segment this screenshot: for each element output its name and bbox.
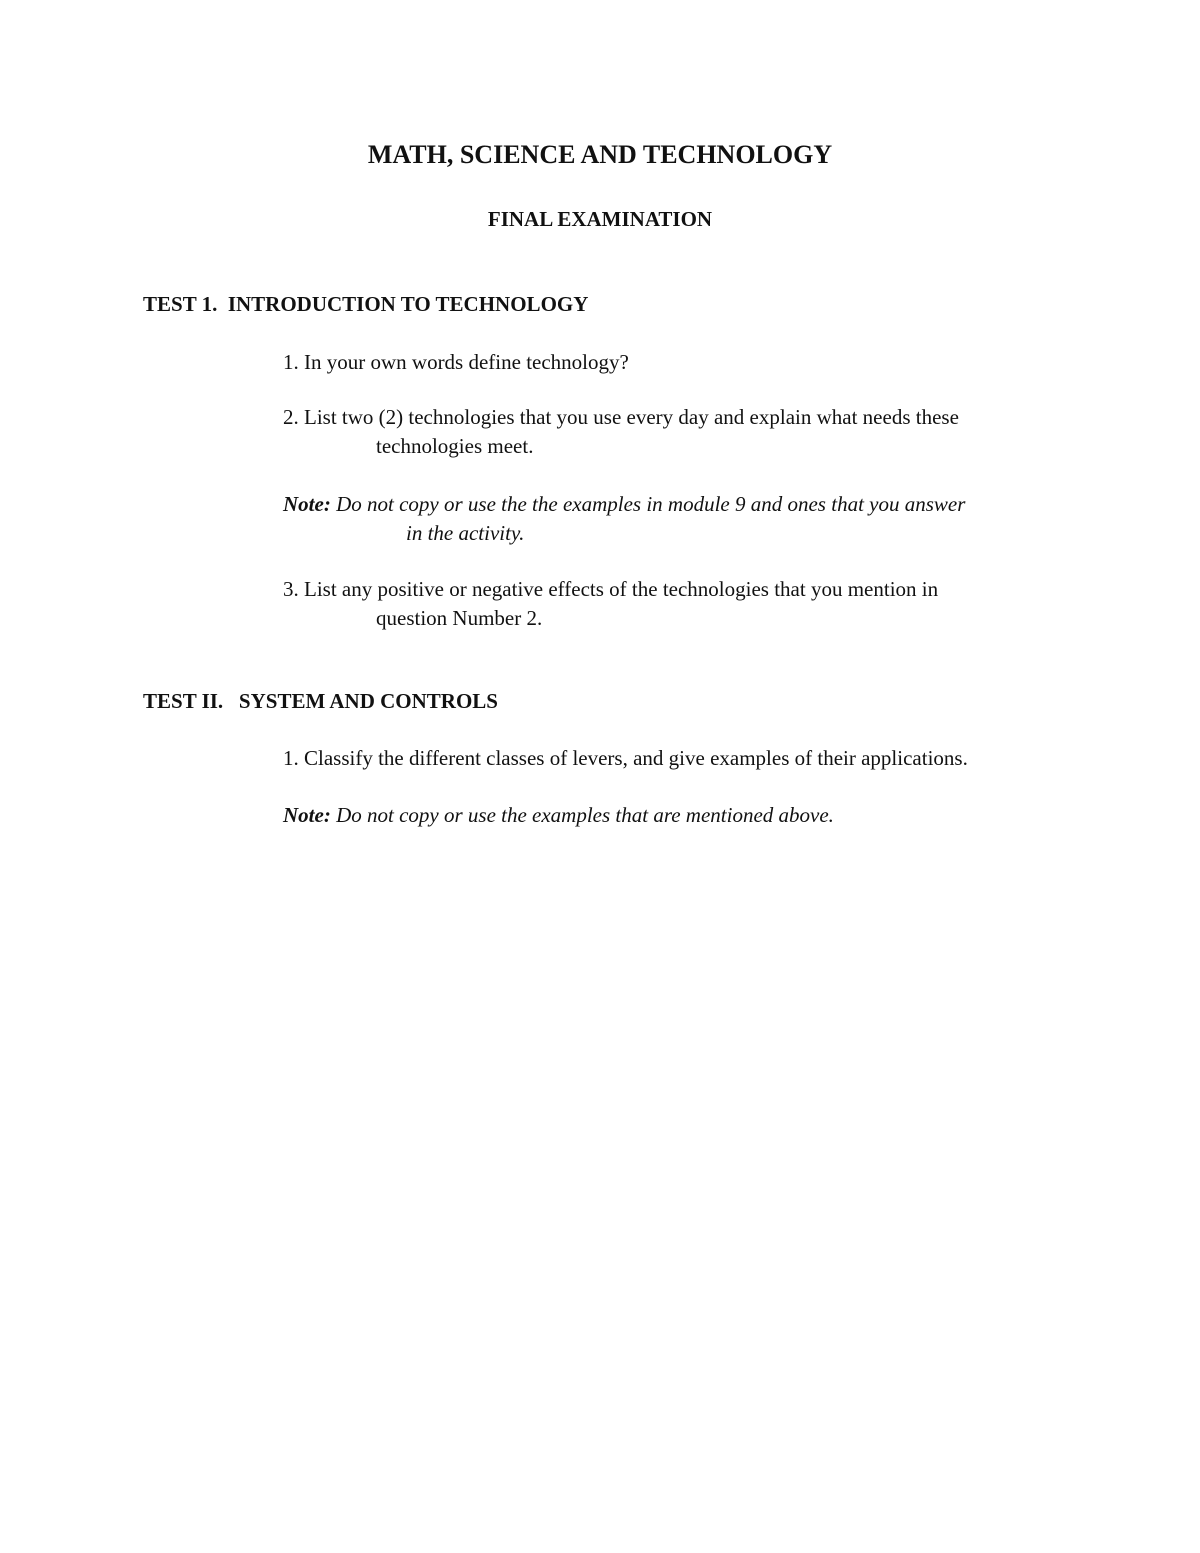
document-title: MATH, SCIENCE AND TECHNOLOGY (367, 140, 833, 169)
test1-question-3-line-2: question Number 2. (376, 606, 543, 630)
test2-heading: TEST II. SYSTEM AND CONTROLS (143, 689, 498, 713)
test1-note-line-2: in the activity. (406, 521, 525, 545)
test1-note-line-1 (283, 490, 965, 519)
note-text: Do not copy or use the the examples in module 9 and ones that you answer (330, 492, 966, 516)
note-text: Do not copy or use the examples that are mentioned above. (330, 803, 834, 827)
note-label: Note: (283, 492, 331, 516)
test2-note (283, 801, 834, 830)
document-subtitle: FINAL EXAMINATION (487, 207, 713, 231)
note-label: Note: (283, 803, 331, 827)
test1-question-2-line-2: technologies meet. (376, 434, 534, 458)
test1-heading: TEST 1. INTRODUCTION TO TECHNOLOGY (143, 292, 589, 316)
test1-question-2-line-1: 2. List two (2) technologies that you use every day and explain what needs these (283, 405, 959, 429)
test2-question-1: 1. Classify the different classes of levers, and give examples of their applications. (283, 746, 968, 770)
test1-question-1: 1. In your own words define technology? (283, 350, 629, 374)
test1-question-3-line-1: 3. List any positive or negative effects of the technologies that you mention in (283, 577, 939, 601)
